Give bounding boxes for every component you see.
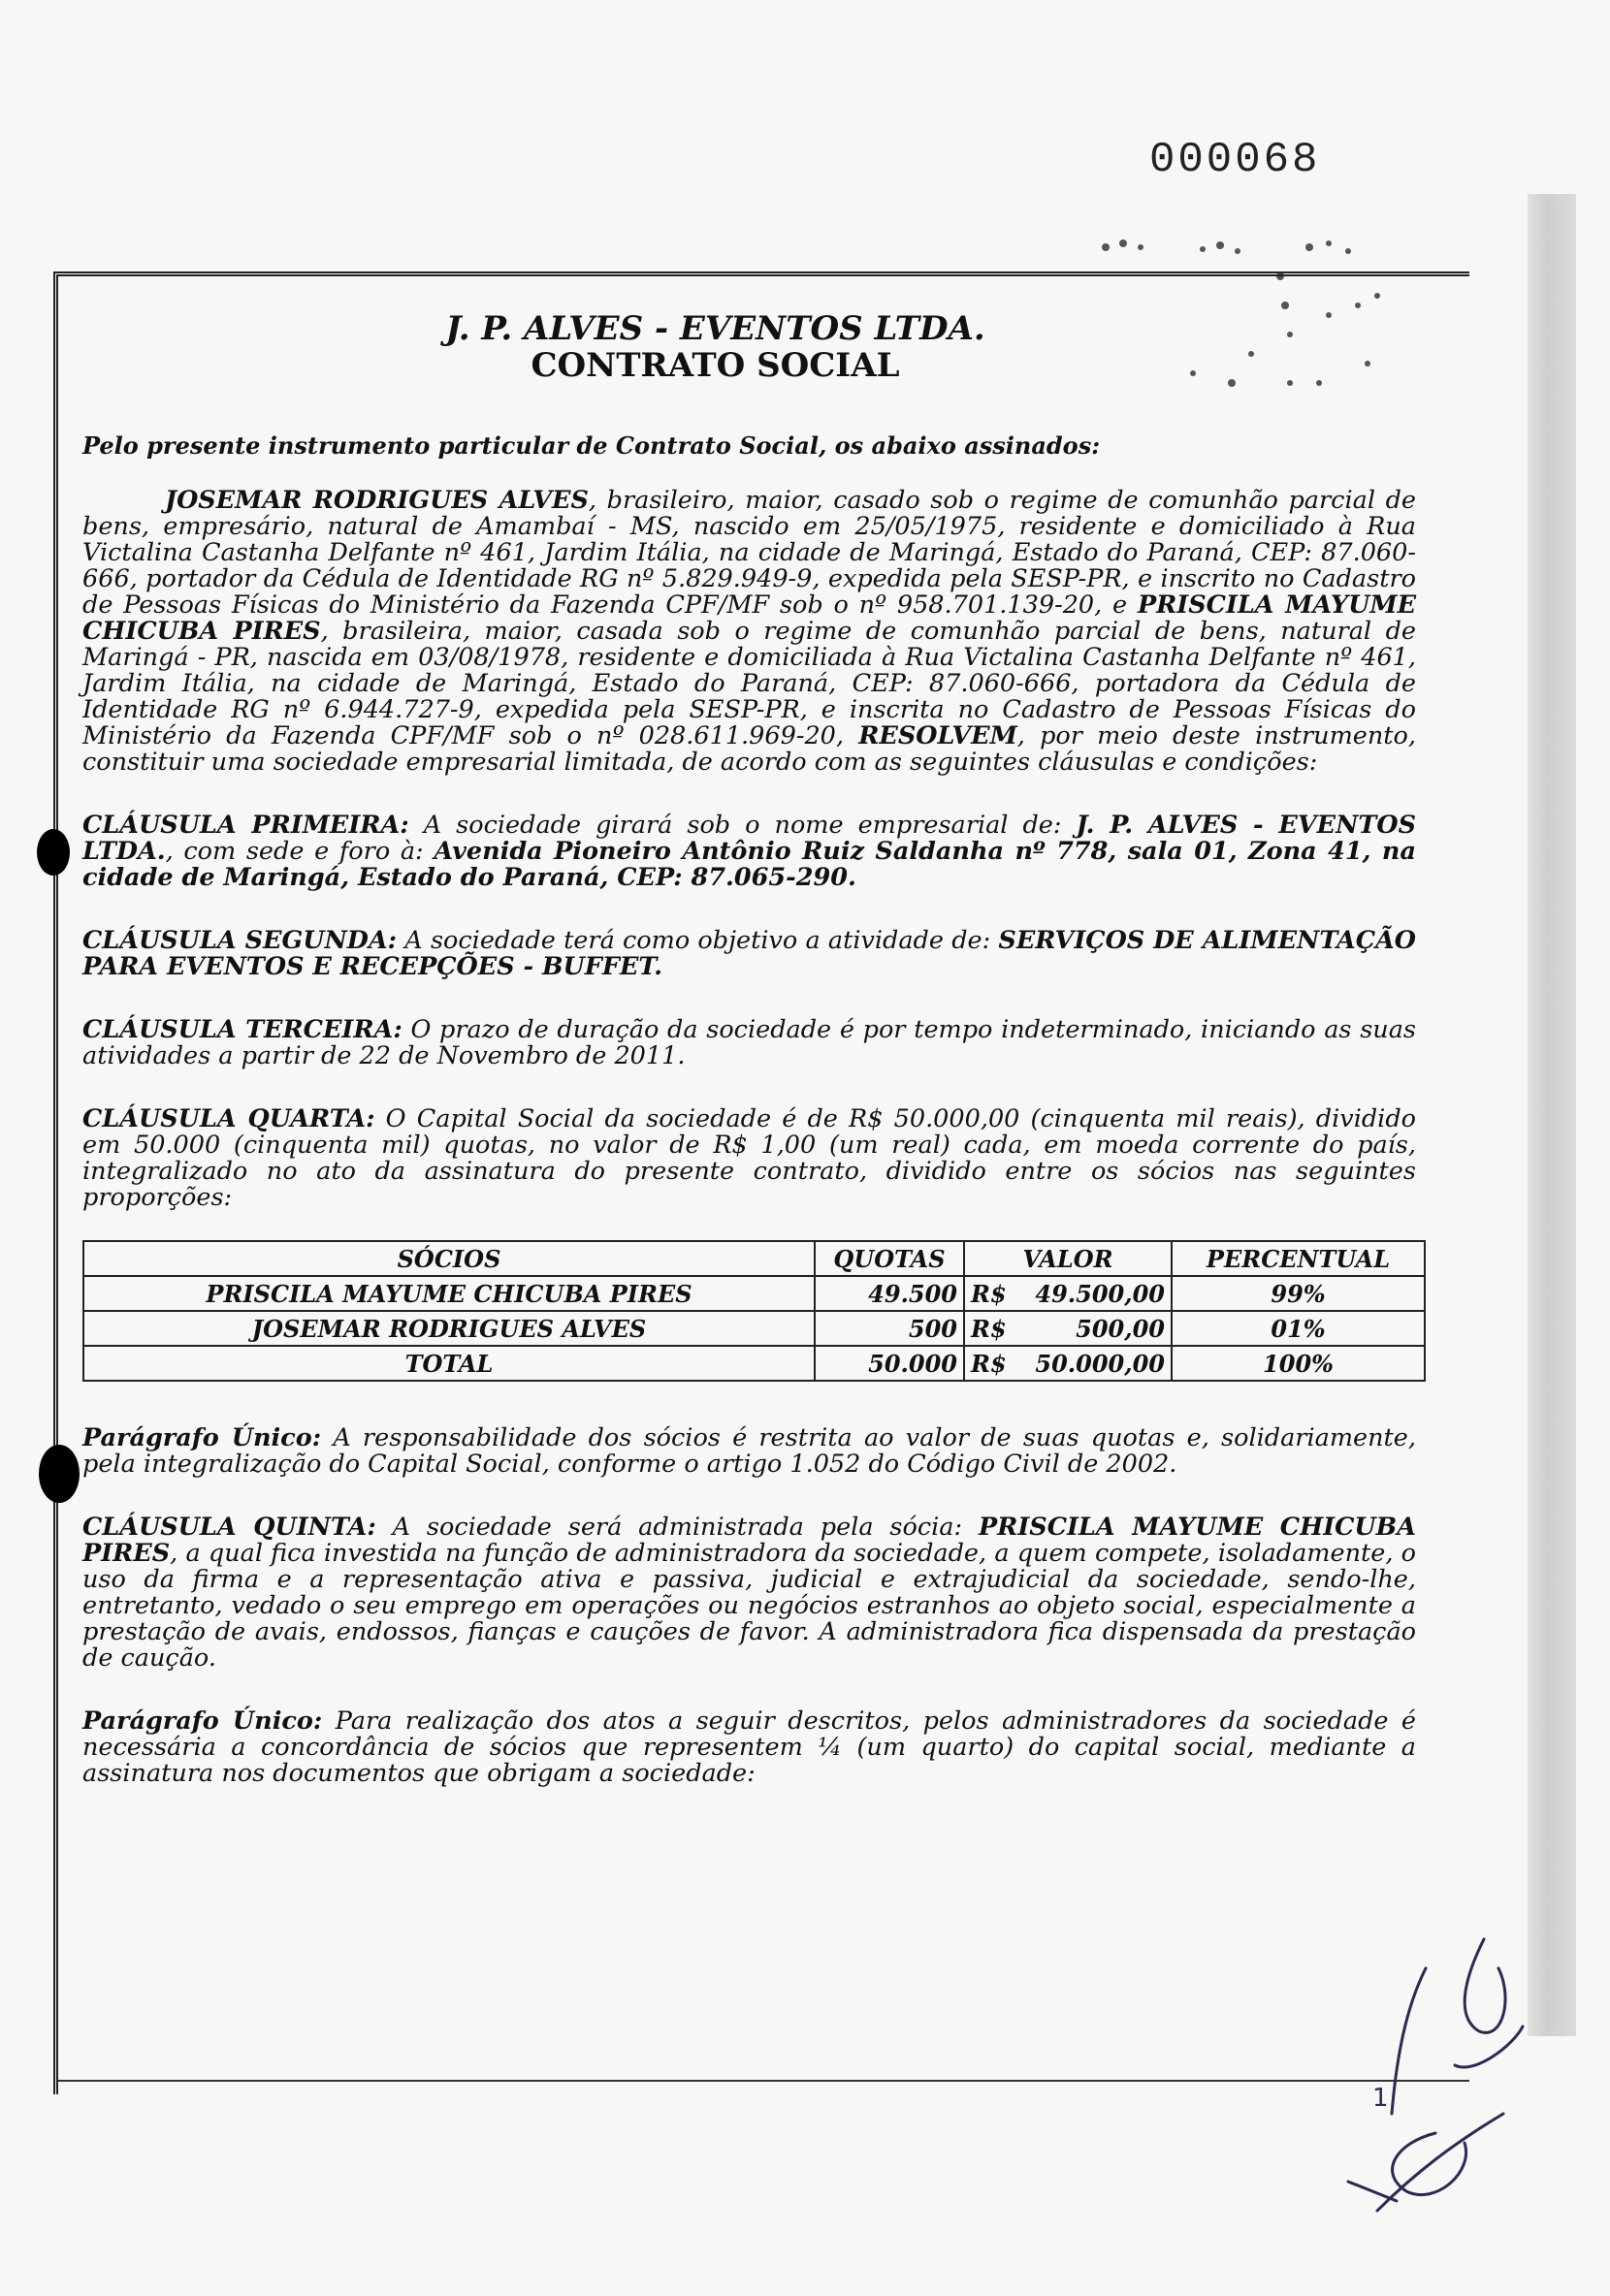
clause-1-company: J. P. ALVES - EVENTOS LTDA. [82, 811, 1416, 866]
company-title: J. P. ALVES - EVENTOS LTDA. [445, 309, 985, 348]
clause-3-text: O prazo de duração da sociedade é por tempo indeterminado, iniciando as suas atividades a partir de 22 de Novembro de 2011. [82, 1015, 1416, 1070]
clause-4 [82, 1106, 1416, 1211]
resolve-word: RESOLVEM [858, 721, 1017, 750]
clause-2-text: A sociedade terá como objetivo a atividade de: [397, 926, 999, 955]
header-percent: PERCENTUAL [1172, 1241, 1425, 1276]
partner-2-name: PRISCILA MAYUME CHICUBA PIRES [82, 590, 1417, 646]
row-quotas: 50.000 [815, 1346, 964, 1381]
clause-2-activity: SERVIÇOS DE ALIMENTAÇÃO PARA EVENTOS E RECEPÇÕES - BUFFET. [82, 926, 1416, 981]
clause-4-label: CLÁUSULA QUARTA: [82, 1104, 375, 1133]
clause-5 [82, 1515, 1416, 1672]
document-body [82, 310, 1416, 1824]
row-amount: 50.000,00 [1035, 1349, 1165, 1378]
partner-1-name: JOSEMAR RODRIGUES ALVES [165, 486, 589, 515]
punch-hole [37, 829, 70, 876]
row-quotas: 500 [815, 1311, 964, 1346]
table-row [83, 1346, 1425, 1381]
document-title: CONTRATO SOCIAL [531, 346, 900, 385]
paragraph-1-text: A responsabilidade dos sócios é restrita ao valor de suas quotas e, solidariamente, pela integralização do Capital Social, conforme o artigo 1.052 do Código Civil de 2002. [82, 1423, 1416, 1479]
parties-paragraph [82, 488, 1416, 776]
row-quotas: 49.500 [815, 1276, 964, 1311]
paragraph-2-text: Para realização dos atos a seguir descritos, pelos administradores da sociedade é necessária a concordância de sócios que representem ¼ (um quarto) do capital social, mediante a assinatura nos documentos que obrigam a sociedade: [82, 1706, 1416, 1788]
paragraph-2-label: Parágrafo Único: [82, 1706, 323, 1736]
row-percent: 100% [1172, 1346, 1425, 1381]
intro-line: Pelo presente instrumento particular de Contrato Social, os abaixo assinados: [82, 431, 1101, 460]
clause-2-label: CLÁUSULA SEGUNDA: [82, 926, 398, 955]
clause-1 [82, 813, 1416, 891]
header-quotas: QUOTAS [815, 1241, 964, 1276]
table-row [83, 1276, 1425, 1311]
paragraph-1-label: Parágrafo Único: [82, 1423, 322, 1452]
clause-5-administrator: PRISCILA MAYUME CHICUBA PIRES [82, 1513, 1416, 1568]
clause-4-text: O Capital Social da sociedade é de R$ 50.000,00 (cinquenta mil reais), dividido em 50.000 (cinquenta mil) quotas, no valor de R$ 1,00 (um real) cada, em moeda corrente do país, integralizado no ato da assinatura do presente contrato, dividido entre os sócios nas seguintes proporções: [82, 1104, 1417, 1212]
page-mark: 1 [1372, 2084, 1389, 2113]
row-currency: R$ [971, 1279, 1007, 1308]
clause-2 [82, 928, 1416, 980]
quota-table [82, 1240, 1426, 1382]
clause-3-label: CLÁUSULA TERCEIRA: [82, 1015, 402, 1044]
handwritten-signature-icon [1319, 1823, 1542, 2240]
table-header-row [83, 1241, 1425, 1276]
header-value: VALOR [964, 1241, 1172, 1276]
clause-5-rest: , a qual fica investida na função de administradora da sociedade, a quem compete, isoladamente, o uso da firma e a representação ativa e passiva, judicial e extrajudicial da sociedade, sendo-lhe, entretanto, vedado o seu emprego em operações ou negócios estranhos ao objeto social, especialmente a prestação de avais, endossos, fianças e cauções de favor. A administradora fica dispensada da prestação de caução. [82, 1539, 1416, 1673]
clause-3 [82, 1017, 1416, 1069]
punch-hole [39, 1445, 80, 1503]
row-currency: R$ [971, 1349, 1007, 1378]
row-percent: 99% [1172, 1276, 1425, 1311]
header-partners: SÓCIOS [83, 1241, 815, 1276]
row-name: JOSEMAR RODRIGUES ALVES [83, 1311, 815, 1346]
paragraph-sole-2 [82, 1708, 1416, 1787]
clause-1-label: CLÁUSULA PRIMEIRA: [82, 811, 409, 840]
title-block [15, 310, 1416, 384]
partner-1-details: , brasileiro, maior, casado sob o regime de comunhão parcial de bens, empresário, natural de Amambaí - MS, nascido em 25/05/1975, residente e domiciliado à Rua Victalina Castanha Delfante nº 461, Jardim Itália, na cidade de Maringá, Estado do Paraná, CEP: 87.060-666, portador da Cédula de Identidade RG nº 5.829.949-9, expedida pela SESP-PR, e inscrito no Cadastro de Pessoas Físicas do Ministério da Fazenda CPF/MF sob o nº 958.701.139-20, e [82, 486, 1416, 620]
row-name: PRISCILA MAYUME CHICUBA PIRES [83, 1276, 815, 1311]
scan-edge-shadow [1528, 194, 1576, 2036]
row-name: TOTAL [83, 1346, 815, 1381]
paragraph-sole-1 [82, 1425, 1416, 1478]
clause-1-mid: , com sede e foro à: [165, 837, 435, 866]
row-amount: 500,00 [1076, 1314, 1165, 1343]
parties-closing: , por meio deste instrumento, constituir uma sociedade empresarial limitada, de acordo com as seguintes cláusulas e condições: [82, 721, 1416, 777]
table-row [83, 1311, 1425, 1346]
partner-2-details: , brasileira, maior, casada sob o regime de comunhão parcial de bens, natural de Maringá - PR, nascida em 03/08/1978, residente e domiciliada à Rua Victalina Castanha Delfante nº 461, Jardim Itália, na cidade de Maringá, Estado do Paraná, CEP: 87.060-666, portadora da Cédula de Identidade RG nº 6.944.727-9, expedida pela SESP-PR, e inscrita no Cadastro de Pessoas Físicas do Ministério da Fazenda CPF/MF sob o nº 028.611.969-20, [82, 617, 1416, 750]
row-currency: R$ [971, 1314, 1007, 1343]
row-value [964, 1276, 1172, 1311]
clause-5-text: A sociedade será administrada pela sócia: [375, 1513, 979, 1542]
page-number: 000068 [1149, 136, 1321, 184]
row-value [964, 1346, 1172, 1381]
row-value [964, 1311, 1172, 1346]
clause-1-text: A sociedade girará sob o nome empresarial de: [408, 811, 1077, 840]
clause-1-address: Avenida Pioneiro Antônio Ruiz Saldanha nº 778, sala 01, Zona 41, na cidade de Maringá, Estado do Paraná, CEP: 87.065-290. [82, 837, 1416, 892]
clause-5-label: CLÁUSULA QUINTA: [82, 1513, 376, 1542]
row-amount: 49.500,00 [1035, 1279, 1165, 1308]
row-percent: 01% [1172, 1311, 1425, 1346]
